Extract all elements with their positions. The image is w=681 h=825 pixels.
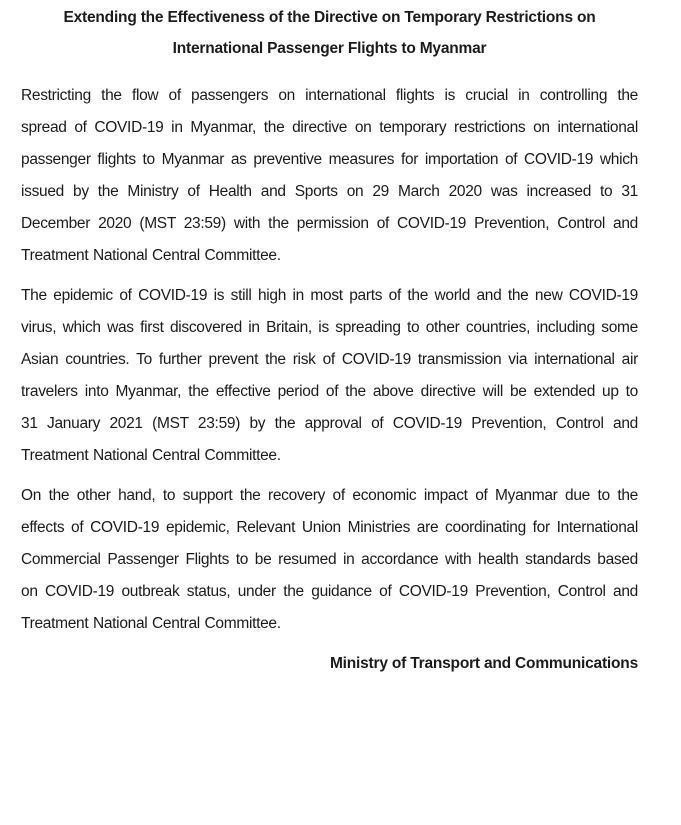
paragraph-line: Asian countries. To further prevent the risk of COVID-19 transmission via international air [21,351,638,368]
paragraph-line: On the other hand, to support the recovery of economic impact of Myanmar due to the [21,487,638,504]
paragraph-line: virus, which was first discovered in Britain, is spreading to other countries, including some [21,319,638,336]
paragraph-line: Restricting the flow of passengers on international flights is crucial in controlling the [21,87,638,104]
title-line: International Passenger Flights to Myanmar [172,40,487,57]
signature: Ministry of Transport and Communications [329,655,638,672]
paragraph [21,280,638,472]
paragraph-line: Treatment National Central Committee. [21,247,281,264]
paragraph [21,480,638,640]
title-line: Extending the Effectiveness of the Directive on Temporary Restrictions on [63,9,596,26]
paragraph-line: 31 January 2021 (MST 23:59) by the approval of COVID-19 Prevention, Control and [21,415,638,432]
paragraph-line: effects of COVID-19 epidemic, Relevant Union Ministries are coordinating for International [21,519,638,536]
document-title [21,2,638,64]
paragraph [21,80,638,272]
paragraph-line: Commercial Passenger Flights to be resumed in accordance with health standards based [21,551,638,568]
paragraph-line: December 2020 (MST 23:59) with the permission of COVID-19 Prevention, Control and [21,215,638,232]
paragraph-line: Treatment National Central Committee. [21,615,281,632]
paragraph-line: The epidemic of COVID-19 is still high in most parts of the world and the new COVID-19 [21,287,638,304]
paragraph-line: issued by the Ministry of Health and Sports on 29 March 2020 was increased to 31 [21,183,638,200]
paragraph-line: on COVID-19 outbreak status, under the guidance of COVID-19 Prevention, Control and [21,583,638,600]
paragraph-line: passenger flights to Myanmar as preventive measures for importation of COVID-19 which [21,151,638,168]
paragraph-line: Treatment National Central Committee. [21,447,281,464]
paragraph-line: travelers into Myanmar, the effective period of the above directive will be extended up to [21,383,638,400]
document-body [21,80,638,640]
paragraph-line: spread of COVID-19 in Myanmar, the directive on temporary restrictions on international [21,119,638,136]
